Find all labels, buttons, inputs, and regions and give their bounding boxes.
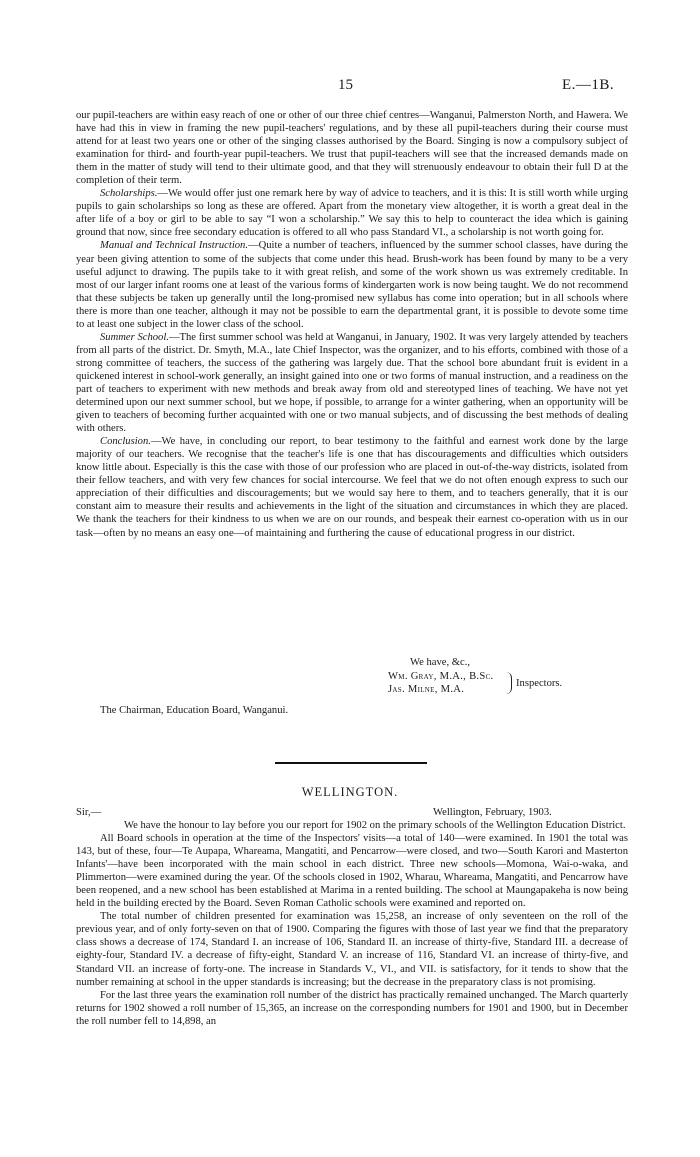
signers-role: Inspectors. [516,678,563,689]
signer-milne: Jas. Milne, M.A. [388,684,465,695]
conclusion-heading: Conclusion. [100,436,151,448]
dateline: Wellington, February, 1903. [433,807,552,818]
manual-instruction-heading: Manual and Technical Instruction. [100,240,249,252]
summer-school-paragraph [76,331,628,435]
pupil-teachers-paragraph: our pupil-teachers are within easy reach of one or other of our three chief centres—Wanganui, Palmerston North, and Hawera. We have had this in view in framing the new pupil-teachers' regulations, and by these all pupil-teachers during their course must attend for at least two years one or other of the singing classes authorised by the Board. Singing is now a compulsory subject of examination for third- and fourth-year pupil-teachers. We trust that pupil-teachers will see that the increased demands made on them in the matter of study will tend to their ultimate good, and that they will strenuously endeavour to obtain their full D at the completion of their term. [76,110,628,187]
manual-instruction-paragraph [76,239,628,330]
wanganui-report-body [76,109,628,540]
page-number: 15 [338,77,353,93]
closing-line: We have, &c., [410,657,471,668]
scholarships-paragraph [76,187,628,239]
examination-numbers-paragraph: The total number of children presented for examination was 15,258, an increase of only seventeen on the roll of the previous year, and of only forty-seven on that of 1900. Comparing the figures with those of last year we find that the preparatory class shows a decrease of 174, Standard I. an increase of 106, Standard II. an increase of thirty-five, Standard III. a decrease of eighty-four, Standard IV. a decrease of fifty-eight, Standard V. an increase of 116, Standard VI. an increase of thirty-five, and Standard VII. an increase of forty-one. The increase in Standards V., VI., and VII. is satisfactory, for it tends to show that the number remaining at school in the upper standards is increasing; but the decrease in the preparatory class is not promising. [76,911,628,988]
summer-school-text: —The first summer school was held at Wanganui, in January, 1902. It was very largely attended by teachers from all parts of the district. Dr. Smyth, M.A., late Chief Inspector, was the organizer, and to his efforts, combined with those of a strong committee of teachers, the success of the gathering was largely due. That the school bore abundant fruit is evident in a quickened interest in school-work generally, an insight gained into one or two forms of manual instruction, and a readiness on the part of teachers to experiment with new methods and break away from old and stereotyped lines of teaching. We have not yet determined upon our next summer school, but we hope, if possible, to arrange for a winter gathering, when an opportunity will be given to teachers of becoming further acquainted with one or two manual subjects, and of discussing the best methods of dealing with others. [76,331,628,435]
report-reference: E.—1B. [562,77,615,93]
conclusion-text: —We have, in concluding our report, to bear testimony to the faithful and earnest work done by the large majority of our teachers. We recognise that the teacher's life is one that has discouragements and difficulties which outsiders know little about. Especially is this the case with those of our profession who are placed in out-of-the-way districts, isolated from their fellow teachers, and with very few chances for social intercourse. We feel that we do not often enough express to such our appreciation of their difficulties and discouragements; but we would say here to them, and to teachers generally, that it is our constant aim to measure their results and achievements in the light of the situation and circumstances in which they are placed. We thank the teachers for their kindness to us when we are on our rounds, and bespeak their earnest co-operation with us in our task—often by no means an easy one—of maintaining and furthering the cause of educational progress in our district. [76,436,628,539]
board-schools-paragraph: All Board schools in operation at the time of the Inspectors' visits—a total of 140—were examined. In 1901 the total was 143, but of these, four—Te Aupapa, Whareama, Mangatiti, and Pencarrow—were closed, and two—South Karori and Masterton Infants'—have been incorporated with the main school in each district. Three new schools—Momona, Wai-o-waka, and Plimmerton—were examined during the year. Of the schools closed in 1902, Wharau, Whareama, Mangatiti, and Pencarrow have been reopened, and a new school has been established at Marima in a rented building. The school at Maungapakeha is now being held in the building erected by the Board. Seven Roman Catholic schools were examined and reported on. [76,833,628,910]
section-title: WELLINGTON. [301,785,399,799]
addressee: The Chairman, Education Board, Wanganui. [100,705,289,716]
roll-number-paragraph: For the last three years the examination roll number of the district has practically remained unchanged. The March quarterly returns for 1902 showed a roll number of 15,365, an increase on the corresponding numbers for 1901 and 1900, but in December the roll number fell to 14,898, an [76,989,628,1027]
section-divider [275,762,427,764]
signature-brace [505,672,512,694]
scholarships-text: —We would offer just one remark here by way of advice to teachers, and it is this: It is still worth while urging pupils to gain scholarships so long as these are offered. Apart from the monetary view altogether, it is worth a great deal in the after life of a boy or girl to be able to say “I won a scholarship.” We say this to help to counteract the idea which is gaining ground that now, since free secondary education is offered to all who pass Standard VI., a scholarship is not worth going for. [76,188,628,239]
conclusion-paragraph [76,435,628,539]
intro-paragraph: We have the honour to lay before you our report for 1902 on the primary schools of the Wellington Education District. [124,820,626,831]
summer-school-heading: Summer School. [100,331,169,343]
wellington-report-body [76,819,628,1028]
manual-instruction-text: —Quite a number of teachers, influenced by the summer school classes, have during the year been giving attention to some of the subjects that come under this head. Brush-work has been found by many to be a very useful adjunct to drawing. The pupils take to it with great relish, and some of the work shown us was extremely creditable. In most of our larger infant rooms one at least of the various forms of kindergarten work is now being taught. We do not recommend that these subjects be taken up generally until the long-promised new syllabus has come into operation; but in all schools where there is more than one teacher, although it may not be possible to earn the departmental grant, it is possible to devote some time to at least one subject in the lower class of the school. [76,240,629,330]
salutation: Sir,— [76,807,102,818]
scholarships-heading: Scholarships. [100,188,158,200]
signer-gray: Wm. Gray, M.A., B.Sc. [388,671,494,682]
